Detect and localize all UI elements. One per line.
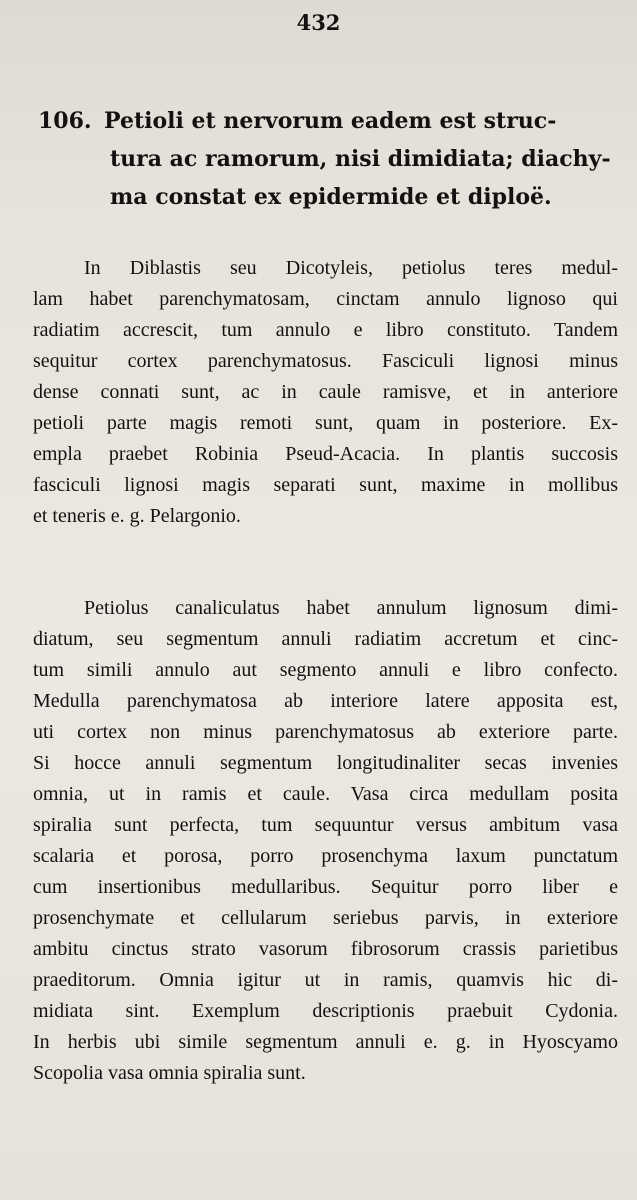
heading-line: tura ac ramorum, nisi dimidiata; diachy- — [110, 146, 611, 172]
text-line: tum simili annulo aut segmento annuli e libro confecto. — [33, 659, 618, 681]
text-line: lam habet parenchymatosam, cinctam annulo lignoso qui — [33, 288, 618, 310]
text-line: et teneris e. g. Pelargonio. — [33, 505, 241, 527]
text-line: uti cortex non minus parenchymatosus ab exteriore parte. — [33, 721, 618, 743]
paragraph-1 — [33, 253, 618, 532]
text-line: cum insertionibus medullaribus. Sequitur porro liber e — [33, 876, 618, 898]
text-line: Medulla parenchymatosa ab interiore latere apposita est, — [33, 690, 618, 712]
page-number: 432 — [296, 10, 341, 35]
text-line: praeditorum. Omnia igitur ut in ramis, quamvis hic di- — [33, 969, 618, 991]
text-line: prosenchymate et cellularum seriebus parvis, in exteriore — [33, 907, 618, 929]
text-line: empla praebet Robinia Pseud-Acacia. In plantis succosis — [33, 443, 618, 465]
paragraph-2 — [33, 593, 618, 1089]
text-line: sequitur cortex parenchymatosus. Fasciculi lignosi minus — [33, 350, 618, 372]
text-line: Petiolus canaliculatus habet annulum lignosum dimi- — [84, 597, 618, 619]
text-line: spiralia sunt perfecta, tum sequuntur versus ambitum vasa — [33, 814, 618, 836]
section-heading — [38, 102, 622, 216]
heading-line: 106. Petioli et nervorum eadem est struc- — [38, 102, 622, 140]
text-line: dense connati sunt, ac in caule ramisve, et in anteriore — [33, 381, 618, 403]
text-line: radiatim accrescit, tum annulo e libro constituto. Tandem — [33, 319, 618, 341]
section-number: 106. — [38, 108, 92, 134]
heading-line: ma constat ex epidermide et diploë. — [110, 184, 552, 210]
text-line: In Diblastis seu Dicotyleis, petiolus teres medul- — [84, 257, 618, 279]
text-line: Scopolia vasa omnia spiralia sunt. — [33, 1062, 306, 1084]
text-line: scalaria et porosa, porro prosenchyma laxum punctatum — [33, 845, 618, 867]
text-line: midiata sint. Exemplum descriptionis praebuit Cydonia. — [33, 1000, 618, 1022]
text-line: ambitu cinctus strato vasorum fibrosorum crassis parietibus — [33, 938, 618, 960]
text-line: fasciculi lignosi magis separati sunt, maxime in mollibus — [33, 474, 618, 496]
text-line: diatum, seu segmentum annuli radiatim accretum et cinc- — [33, 628, 618, 650]
text-line: petioli parte magis remoti sunt, quam in posteriore. Ex- — [33, 412, 618, 434]
text-line: In herbis ubi simile segmentum annuli e. g. in Hyoscyamo — [33, 1031, 618, 1053]
text-line: omnia, ut in ramis et caule. Vasa circa medullam posita — [33, 783, 618, 805]
text-line: Si hocce annuli segmentum longitudinaliter secas invenies — [33, 752, 618, 774]
